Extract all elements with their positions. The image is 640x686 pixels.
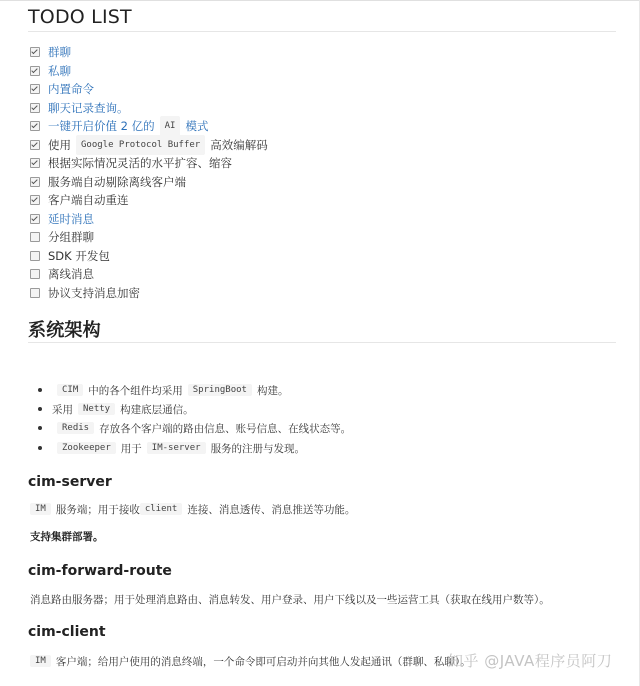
inline-code: Redis xyxy=(57,422,94,434)
todo-item xyxy=(30,136,268,154)
checked-checkbox[interactable] xyxy=(30,158,40,168)
checked-checkbox[interactable] xyxy=(30,140,40,150)
todo-item xyxy=(30,173,186,191)
checked-checkbox[interactable] xyxy=(30,103,40,113)
todo-item-text: SDK 开发包 xyxy=(48,248,110,263)
architecture-heading: 系统架构 xyxy=(28,320,101,341)
list-item-text: 用于 xyxy=(120,442,142,455)
inline-code: IM-server xyxy=(147,442,206,454)
checked-checkbox[interactable] xyxy=(30,121,40,131)
list-item xyxy=(38,381,288,399)
list-item-text: 中的各个组件均采用 xyxy=(88,384,183,397)
list-item xyxy=(38,439,305,457)
todo-list-heading: TODO LIST xyxy=(28,6,132,28)
list-item-text: 构建底层通信。 xyxy=(120,403,194,416)
paragraph-text: 客户端；给用户使用的消息终端，一个命令即可启动并向其他人发起通讯（群聊、私聊）。 xyxy=(55,655,471,668)
todo-item-text[interactable]: 延时消息 xyxy=(48,211,94,226)
list-item-text: 构建。 xyxy=(256,384,289,397)
todo-item-text[interactable]: 模式 xyxy=(185,119,209,133)
todo-item-text: 分组群聊 xyxy=(48,230,94,244)
todo-item xyxy=(30,43,71,61)
todo-item-text: 高效编解码 xyxy=(210,137,268,152)
unchecked-checkbox[interactable] xyxy=(30,232,40,242)
cim-server-heading: cim-server xyxy=(28,474,112,490)
watermark: 知乎 @JAVA程序员阿刀 xyxy=(448,652,613,670)
todo-item xyxy=(30,117,208,135)
inline-code: CIM xyxy=(57,384,83,396)
todo-item xyxy=(30,228,94,246)
unchecked-checkbox[interactable] xyxy=(30,251,40,261)
bullet-dot xyxy=(38,407,42,411)
paragraph-text: 连接、消息透传、消息推送等功能。 xyxy=(187,503,356,516)
cim-forward-route-heading: cim-forward-route xyxy=(28,563,172,579)
todo-item xyxy=(30,154,232,172)
cim-forward-route-description: 消息路由服务器；用于处理消息路由、消息转发、用户登录、用户下线以及一些运营工具（获取在线用户数等）。 xyxy=(30,593,550,606)
inline-code: Netty xyxy=(78,403,115,415)
todo-item-text[interactable]: 私聊 xyxy=(48,63,71,78)
bullet-dot xyxy=(38,446,42,450)
unchecked-checkbox[interactable] xyxy=(30,288,40,298)
todo-item-text: 离线消息 xyxy=(48,267,94,281)
todo-item xyxy=(30,80,94,98)
inline-code: client xyxy=(140,503,183,515)
checked-checkbox[interactable] xyxy=(30,214,40,224)
checked-checkbox[interactable] xyxy=(30,195,40,205)
todo-item-text: 服务端自动剔除离线客户端 xyxy=(48,174,186,189)
checked-checkbox[interactable] xyxy=(30,84,40,94)
checked-checkbox[interactable] xyxy=(30,47,40,57)
unchecked-checkbox[interactable] xyxy=(30,269,40,279)
todo-item xyxy=(30,284,140,302)
bullet-dot xyxy=(38,388,42,392)
cim-client-heading: cim-client xyxy=(28,624,106,640)
list-item-text: 采用 xyxy=(52,403,73,416)
todo-item-text: 协议支持消息加密 xyxy=(48,285,140,300)
todo-item-text: 根据实际情况灵活的水平扩容、缩容 xyxy=(48,156,232,170)
todo-item-text: 使用 xyxy=(48,137,71,152)
inline-code: AI xyxy=(160,116,181,136)
paragraph-text: 服务端；用于接收 xyxy=(55,503,140,516)
list-item-text: 服务的注册与发现。 xyxy=(210,442,306,455)
top-border xyxy=(0,0,640,1)
list-item xyxy=(38,400,194,418)
inline-code: SpringBoot xyxy=(188,384,252,396)
todo-item xyxy=(30,99,129,117)
checked-checkbox[interactable] xyxy=(30,66,40,76)
inline-code: Google Protocol Buffer xyxy=(76,135,205,155)
todo-item-text[interactable]: 聊天记录查询。 xyxy=(48,100,129,115)
todo-item xyxy=(30,62,71,80)
cluster-note: 支持集群部署。 xyxy=(30,530,104,543)
todo-item-text[interactable]: 内置命令 xyxy=(48,82,94,96)
todo-item xyxy=(30,191,129,209)
heading-divider xyxy=(28,342,616,343)
cim-client-description xyxy=(30,653,471,669)
todo-item-text[interactable]: 一键开启价值 2 亿的 xyxy=(48,119,155,133)
todo-item xyxy=(30,247,110,265)
bullet-dot xyxy=(38,426,42,430)
inline-code: Zookeeper xyxy=(57,442,116,454)
heading-divider xyxy=(28,31,616,32)
todo-item-text[interactable]: 群聊 xyxy=(48,45,71,59)
todo-item-text: 客户端自动重连 xyxy=(48,193,129,207)
cim-server-description xyxy=(30,501,355,517)
checked-checkbox[interactable] xyxy=(30,177,40,187)
inline-code: IM xyxy=(30,655,51,667)
list-item-text: 存放各个客户端的路由信息、账号信息、在线状态等。 xyxy=(99,422,352,435)
list-item xyxy=(38,419,351,437)
todo-item xyxy=(30,265,94,283)
inline-code: IM xyxy=(30,503,51,515)
todo-item xyxy=(30,210,94,228)
